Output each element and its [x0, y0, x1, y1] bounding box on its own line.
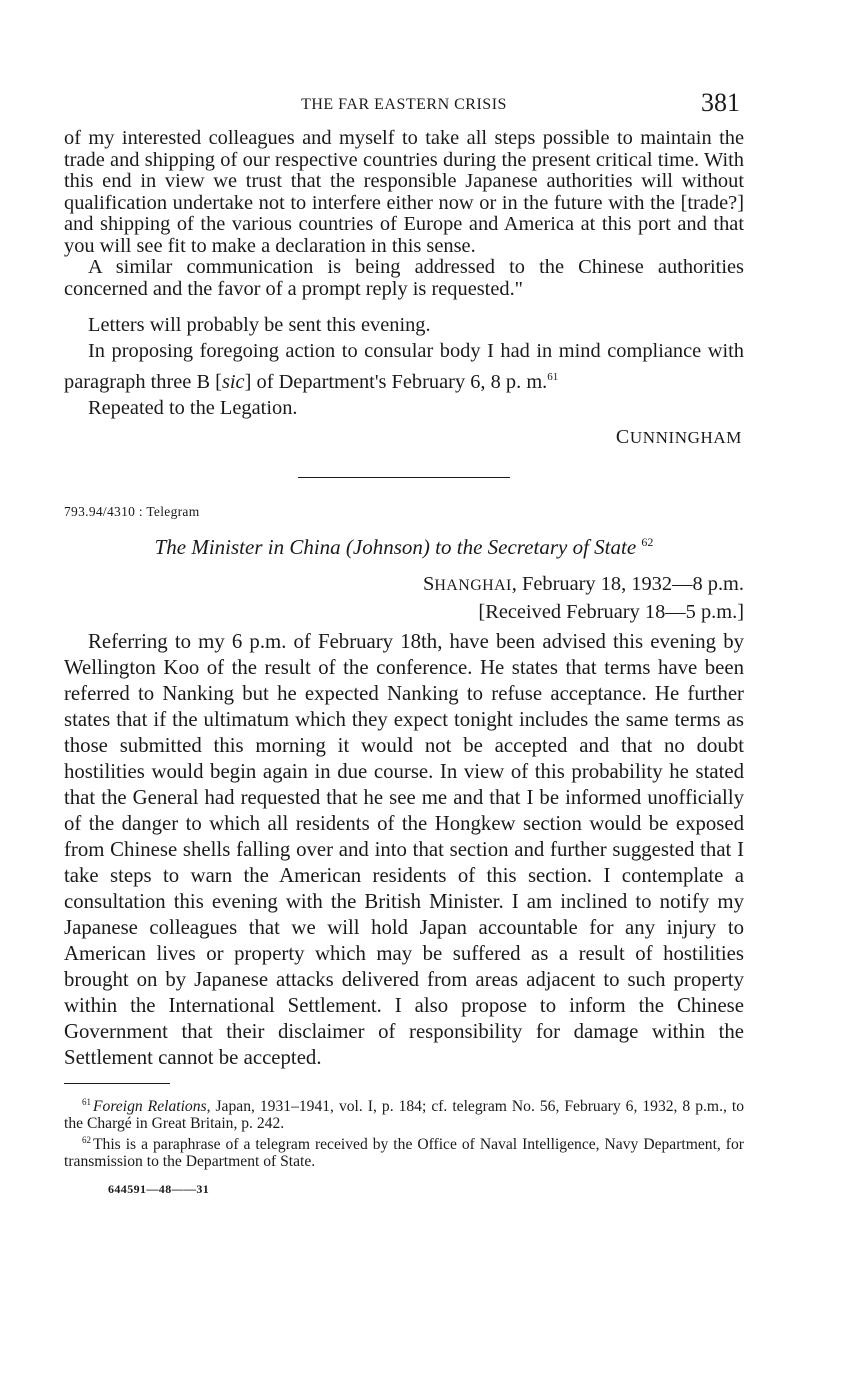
telegram-continuation [64, 312, 744, 421]
print-code: 644591—48——31 [108, 1182, 210, 1197]
received-line: [Received February 18—5 p.m.] [478, 600, 744, 623]
footnote-61-mark: 61 [82, 1096, 91, 1107]
sic-mark: sic [221, 370, 245, 393]
place-date [64, 571, 744, 599]
footnote-62 [64, 1132, 744, 1170]
footnote-61-title: Foreign Relations [93, 1097, 207, 1115]
signature [64, 425, 742, 449]
signature-cap: C [615, 425, 630, 448]
document-heading-text: The Minister in China (Johnson) to the Secretary of State [154, 534, 637, 559]
telegram-body-paragraph: Referring to my 6 p.m. of February 18th, have been advised this evening by Wellington Koo of the result of the conference. He states that terms have been referred to Nanking but he expected Nanking to refuse acceptance. He further states that if the ultimatum which they expect tonight includes the same terms as those submitted this morning it would not be accepted and that no doubt hostilities would begin again in due course. In view of this probability he stated that the General had requested that he see me and that I be informed unofficially of the danger to which all residents of the Hongkew section would be exposed from Chinese shells falling over and into that section and further suggested that I take steps to warn the American residents of this section. I contemplate a consultation this evening with the British Minister. I am inclined to notify my Japanese colleagues that we will hold Japan accountable for any injury to American lives or property which may be suffered as a result of hostilities brought on by Japanese attacks delivered from areas adjacent to such property within the International Settlement. I also propose to inform the Chinese Government that their disclaimer of responsibility for damage within the Settlement cannot be accepted. [64, 629, 744, 1069]
quoted-letter [64, 128, 744, 300]
section-divider [298, 477, 510, 478]
footnote-ref-62: 62 [641, 534, 654, 549]
footnote-rule [64, 1083, 170, 1084]
telegram-body [64, 629, 744, 1071]
footnotes [64, 1094, 744, 1170]
footnote-62-mark: 62 [82, 1134, 91, 1145]
footnote-61-text: , Japan, 1931–1941, vol. I, p. 184; cf. telegram No. 56, February 6, 1932, 8 p.m., to the Chargé in Great Britain, p. 242. [64, 1097, 744, 1132]
document-page [64, 88, 744, 1197]
document-heading [64, 528, 744, 561]
running-head [64, 88, 744, 128]
telegram-line-3: Repeated to the Legation. [88, 396, 298, 419]
place-rest: HANGHAI [434, 576, 512, 594]
running-title: THE FAR EASTERN CRISIS [301, 96, 507, 113]
quoted-paragraph-1: of my interested colleagues and myself to take all steps possible to maintain the trade and shipping of our respective countries during the present critical time. With this end in view we trust that the responsible Japanese authorities will without qualification undertake not to interfere either now or in the future with the [trade?] and shipping of the various countries of Europe and America at this port and that you will see fit to make a declaration in this sense. [64, 127, 744, 257]
quoted-paragraph-2: A similar communication is being addressed to the Chinese authorities concerned and the favor of a prompt reply is requested." [64, 256, 744, 300]
telegram-line-1: Letters will probably be sent this evening. [88, 314, 431, 336]
footnote-ref-61: 61 [547, 371, 559, 383]
place-cap: S [422, 572, 435, 595]
document-reference: 793.94/4310 : Telegram [64, 503, 200, 519]
footnote-62-text: This is a paraphrase of a telegram received by the Office of Naval Intelligence, Navy Department, for transmission to the Department of State. [64, 1136, 744, 1171]
dateline [64, 571, 744, 625]
telegram-line-2-b: ] of Department's February 6, 8 p. m. [244, 370, 548, 393]
telegram-line-2 [64, 338, 744, 395]
telegram-line-2-a: In proposing foregoing action to consular body I had in mind compliance with paragraph three B [ [64, 340, 744, 393]
page-number: 381 [701, 88, 740, 117]
footnote-61 [64, 1094, 744, 1132]
date-text: , February 18, 1932—8 p.m. [511, 572, 744, 595]
signature-rest: UNNINGHAM [629, 427, 742, 447]
